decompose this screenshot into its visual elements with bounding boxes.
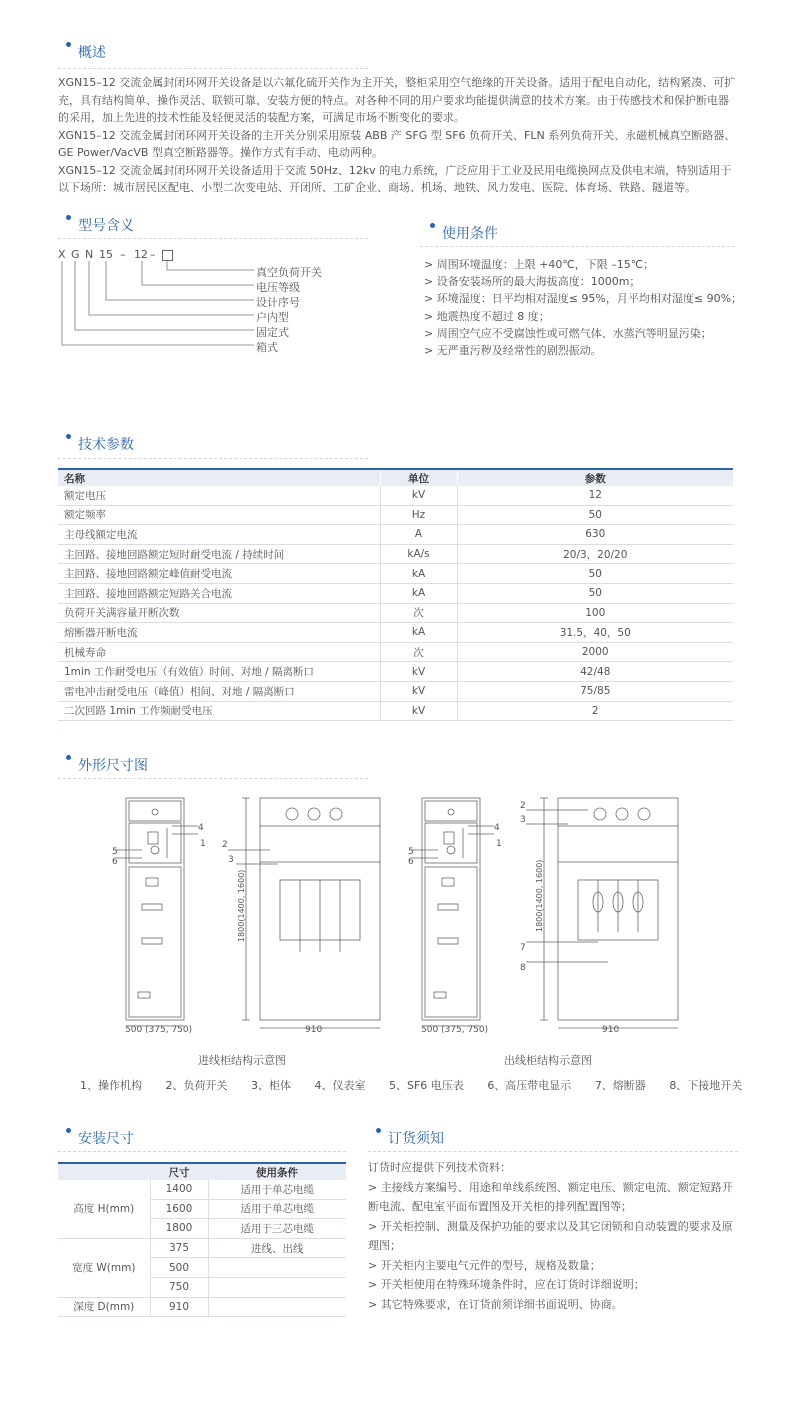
cell	[208, 1297, 346, 1317]
caption-incoming: 进线柜结构示意图	[198, 1054, 286, 1067]
cell: 1400	[150, 1180, 208, 1199]
table-row	[58, 623, 733, 643]
cell: 主回路、接地回路额定峰值耐受电流	[58, 564, 380, 584]
col-header: 参数	[457, 469, 733, 486]
conditions-list	[424, 256, 742, 359]
model-title: 型号含义	[78, 218, 134, 234]
callout: 1	[200, 839, 206, 849]
table-row	[58, 1238, 346, 1258]
code-dash: –	[120, 248, 126, 261]
cell: 适用于三芯电缆	[208, 1219, 346, 1239]
cell: 适用于单芯电缆	[208, 1180, 346, 1199]
cell: 1600	[150, 1199, 208, 1219]
cell: 2	[457, 701, 733, 721]
cell: 熔断器开断电流	[58, 623, 380, 643]
cell: 1min 工作耐受电压（有效值）时间、对地 / 隔离断口	[58, 662, 380, 682]
tech-title: 技术参数	[78, 437, 134, 453]
code-label: 设计序号	[256, 296, 300, 309]
cell: 额定频率	[58, 505, 380, 525]
cell: 20/3，20/20	[457, 544, 733, 564]
cell: 适用于单芯电缆	[208, 1199, 346, 1219]
code-g: G	[71, 248, 80, 261]
cell: 主母线额定电流	[58, 525, 380, 545]
table-row	[58, 662, 733, 682]
code-dash: –	[150, 248, 156, 261]
callout: 4	[198, 823, 204, 833]
code-label: 箱式	[256, 341, 278, 354]
legend-item: 8、下接地开关	[669, 1079, 743, 1092]
legend-item: 3、柜体	[251, 1079, 291, 1092]
table-row	[58, 603, 733, 623]
width-label: 910	[602, 1025, 620, 1035]
cell: 31.5，40，50	[457, 623, 733, 643]
cell: kA/s	[380, 544, 457, 564]
section-marker	[66, 755, 71, 760]
model-code-lines	[58, 258, 258, 353]
callout: 7	[520, 943, 526, 953]
order-title: 订货须知	[388, 1131, 444, 1147]
incoming-cabinet-side-drawing	[222, 792, 390, 1042]
cell	[208, 1277, 346, 1297]
order-item: > 开关柜内主要电气元件的型号，规格及数量；	[368, 1258, 601, 1272]
height-label: 1800(1400, 1600)	[237, 869, 246, 942]
overview-title: 概述	[78, 45, 106, 61]
legend-item: 6、高压带电显示	[487, 1079, 572, 1092]
cell: 50	[457, 505, 733, 525]
callout: 2	[520, 801, 526, 811]
diagram-legend	[80, 1077, 762, 1093]
code-label: 电压等级	[256, 281, 300, 294]
cell: 次	[380, 642, 457, 662]
outgoing-cabinet-front-drawing	[408, 792, 508, 1042]
cell: 额定电压	[58, 486, 380, 505]
divider	[58, 68, 368, 69]
row-group-label: 宽度 W(mm)	[58, 1238, 150, 1297]
order-notes	[368, 1158, 740, 1314]
table-row	[58, 701, 733, 721]
legend-item: 1、操作机构	[80, 1079, 142, 1092]
divider	[58, 238, 368, 239]
code-n: N	[85, 248, 94, 261]
conditions-title: 使用条件	[442, 226, 498, 242]
table-row	[58, 525, 733, 545]
width-label: 500 (375, 750)	[421, 1025, 489, 1035]
table-row	[58, 544, 733, 564]
cell: 50	[457, 583, 733, 603]
cell: 1800	[150, 1219, 208, 1239]
cell: Hz	[380, 505, 457, 525]
section-marker	[376, 1128, 381, 1133]
row-group-label: 高度 H(mm)	[58, 1180, 150, 1238]
order-item: > 开关柜控制、测量及保护功能的要求以及其它闭锁和自动装置的要求及原理图；	[368, 1219, 733, 1252]
cell: 主回路、接地回路额定短路关合电流	[58, 583, 380, 603]
divider	[58, 1151, 346, 1152]
code-label: 户内型	[256, 311, 289, 324]
caption-outgoing: 出线柜结构示意图	[504, 1054, 592, 1067]
condition-item: > 周围空气应不受腐蚀性或可燃气体、水蒸汽等明显污染；	[424, 326, 712, 340]
divider	[58, 778, 368, 779]
table-row	[58, 564, 733, 584]
overview-paragraph: XGN15–12 交流金属封闭环网开关设备适用于交流 50Hz、12kv 的电力系统，广泛应用于工业及民用电缆换网点及供电末端，特别适用于以下场所：城市居民区配电、小型二次变电站、开闭所、工矿企业、商场、机场、地铁、风力发电、医院、体育场、铁路、隧道等。	[58, 163, 732, 194]
cell: 100	[457, 603, 733, 623]
cell: kV	[380, 681, 457, 701]
code-num: 15	[99, 248, 113, 261]
cell: 630	[457, 525, 733, 545]
order-item: > 主接线方案编号、用途和单线系统图、额定电压、额定电流、额定短路开断电流、配电室平面布置图及开关柜的排列配置图等；	[368, 1180, 733, 1213]
cell: 二次回路 1min 工作频耐受电压	[58, 701, 380, 721]
cell: kA	[380, 623, 457, 643]
cell: kA	[380, 564, 457, 584]
cell: 910	[150, 1297, 208, 1317]
code-x: X	[58, 248, 66, 261]
condition-item: > 周围环境温度：上限 +40℃，下限 –15℃；	[424, 258, 655, 271]
col-header: 尺寸	[150, 1163, 208, 1180]
callout: 5	[112, 847, 118, 857]
col-header: 名称	[58, 469, 380, 486]
height-label: 1800(1400, 1600)	[535, 859, 544, 932]
condition-item: > 地震热度不超过 8 度；	[424, 309, 550, 323]
cell: 42/48	[457, 662, 733, 682]
row-group-label: 深度 D(mm)	[58, 1297, 150, 1317]
condition-item: > 无严重污秽及经常性的剧烈振动。	[424, 344, 602, 358]
order-item: > 开关柜使用在特殊环境条件时，应在订货时详细说明；	[368, 1278, 645, 1291]
width-label: 500 (375, 750)	[125, 1025, 193, 1035]
tech-table	[58, 468, 733, 721]
cell: kV	[380, 486, 457, 505]
table-header-row	[58, 469, 733, 486]
legend-item: 2、负荷开关	[165, 1079, 228, 1092]
table-header-row	[58, 1163, 346, 1180]
overview-paragraph: XGN15–12 交流金属封闭环网开关设备是以六氟化硫开关作为主开关，整柜采用空气绝缘的开关设备。适用于配电自动化，结构紧凑、可扩充，具有结构简单、操作灵活、联锁可靠、安装方便的特点。对各种不同的用户要求均能提供满意的技术方案。由于传感技术和保护断电器的采用，加上先进的技术性能及轻便灵活的装配方案，可满足市场不断变化的要求。	[58, 76, 736, 124]
section-marker	[66, 434, 71, 439]
cell: 750	[150, 1277, 208, 1297]
outgoing-cabinet-side-drawing	[520, 792, 688, 1042]
callout: 8	[520, 963, 526, 973]
cell: 50	[457, 564, 733, 584]
cell: kV	[380, 662, 457, 682]
section-marker	[66, 42, 71, 47]
callout: 6	[112, 857, 118, 867]
cell: kA	[380, 583, 457, 603]
cell: 75/85	[457, 681, 733, 701]
table-row	[58, 583, 733, 603]
callout: 3	[520, 815, 526, 825]
dimensions-title: 外形尺寸图	[78, 758, 148, 774]
cell: 主回路、接地回路额定短时耐受电流 / 持续时间	[58, 544, 380, 564]
legend-item: 7、熔断器	[594, 1079, 646, 1092]
cell: 负荷开关满容量开断次数	[58, 603, 380, 623]
table-row	[58, 505, 733, 525]
legend-item: 5、SF6 电压表	[389, 1079, 464, 1092]
code-voltage: 12	[134, 248, 148, 261]
width-label: 910	[305, 1025, 323, 1035]
table-row	[58, 681, 733, 701]
cell: 机械寿命	[58, 642, 380, 662]
table-row	[58, 642, 733, 662]
cell: 进线、出线	[208, 1238, 346, 1258]
section-marker	[66, 1128, 71, 1133]
cell: 次	[380, 603, 457, 623]
table-row	[58, 1297, 346, 1317]
divider	[368, 1151, 738, 1152]
table-row	[58, 486, 733, 505]
cell: A	[380, 525, 457, 545]
callout: 2	[222, 840, 228, 850]
code-label: 真空负荷开关	[256, 266, 322, 279]
cell	[208, 1258, 346, 1278]
callout: 4	[494, 823, 500, 833]
condition-item: > 设备安装场所的最大海拔高度：1000m；	[424, 275, 641, 289]
order-intro: 订货时应提供下列技术资料：	[368, 1161, 511, 1174]
cell: 375	[150, 1238, 208, 1258]
section-marker	[430, 223, 435, 228]
install-title: 安装尺寸	[78, 1131, 134, 1147]
install-table	[58, 1162, 346, 1317]
divider	[420, 246, 735, 247]
legend-item: 4、仪表室	[314, 1079, 366, 1092]
divider	[58, 458, 368, 459]
incoming-cabinet-front-drawing	[112, 792, 212, 1042]
callout: 1	[496, 839, 502, 849]
cell: 500	[150, 1258, 208, 1278]
code-label: 固定式	[256, 326, 289, 339]
cell: 雷电冲击耐受电压（峰值）相间、对地 / 隔离断口	[58, 681, 380, 701]
overview-paragraph: XGN15–12 交流金属封闭环网开关设备的主开关分别采用原装 ABB 产 SFG 型 SF6 负荷开关、FLN 系列负荷开关、永磁机械真空断路器、GE Power/VacVB 型真空断路器等。操作方式有手动、电动两种。	[58, 128, 736, 159]
cell: 12	[457, 486, 733, 505]
callout: 3	[228, 855, 234, 865]
col-header: 单位	[380, 469, 457, 486]
callout: 6	[408, 857, 414, 867]
col-header: 使用条件	[208, 1163, 346, 1180]
cell: 2000	[457, 642, 733, 662]
condition-item: > 环境湿度：日平均相对湿度≤ 95%，月平均相对湿度≤ 90%；	[424, 292, 743, 306]
table-row	[58, 1180, 346, 1199]
order-item: > 其它特殊要求，在订货前须详细书面说明、协商。	[368, 1297, 623, 1311]
col-header	[58, 1163, 150, 1180]
callout: 5	[408, 847, 414, 857]
cell: kV	[380, 701, 457, 721]
overview-body	[58, 74, 738, 197]
section-marker	[66, 215, 71, 220]
